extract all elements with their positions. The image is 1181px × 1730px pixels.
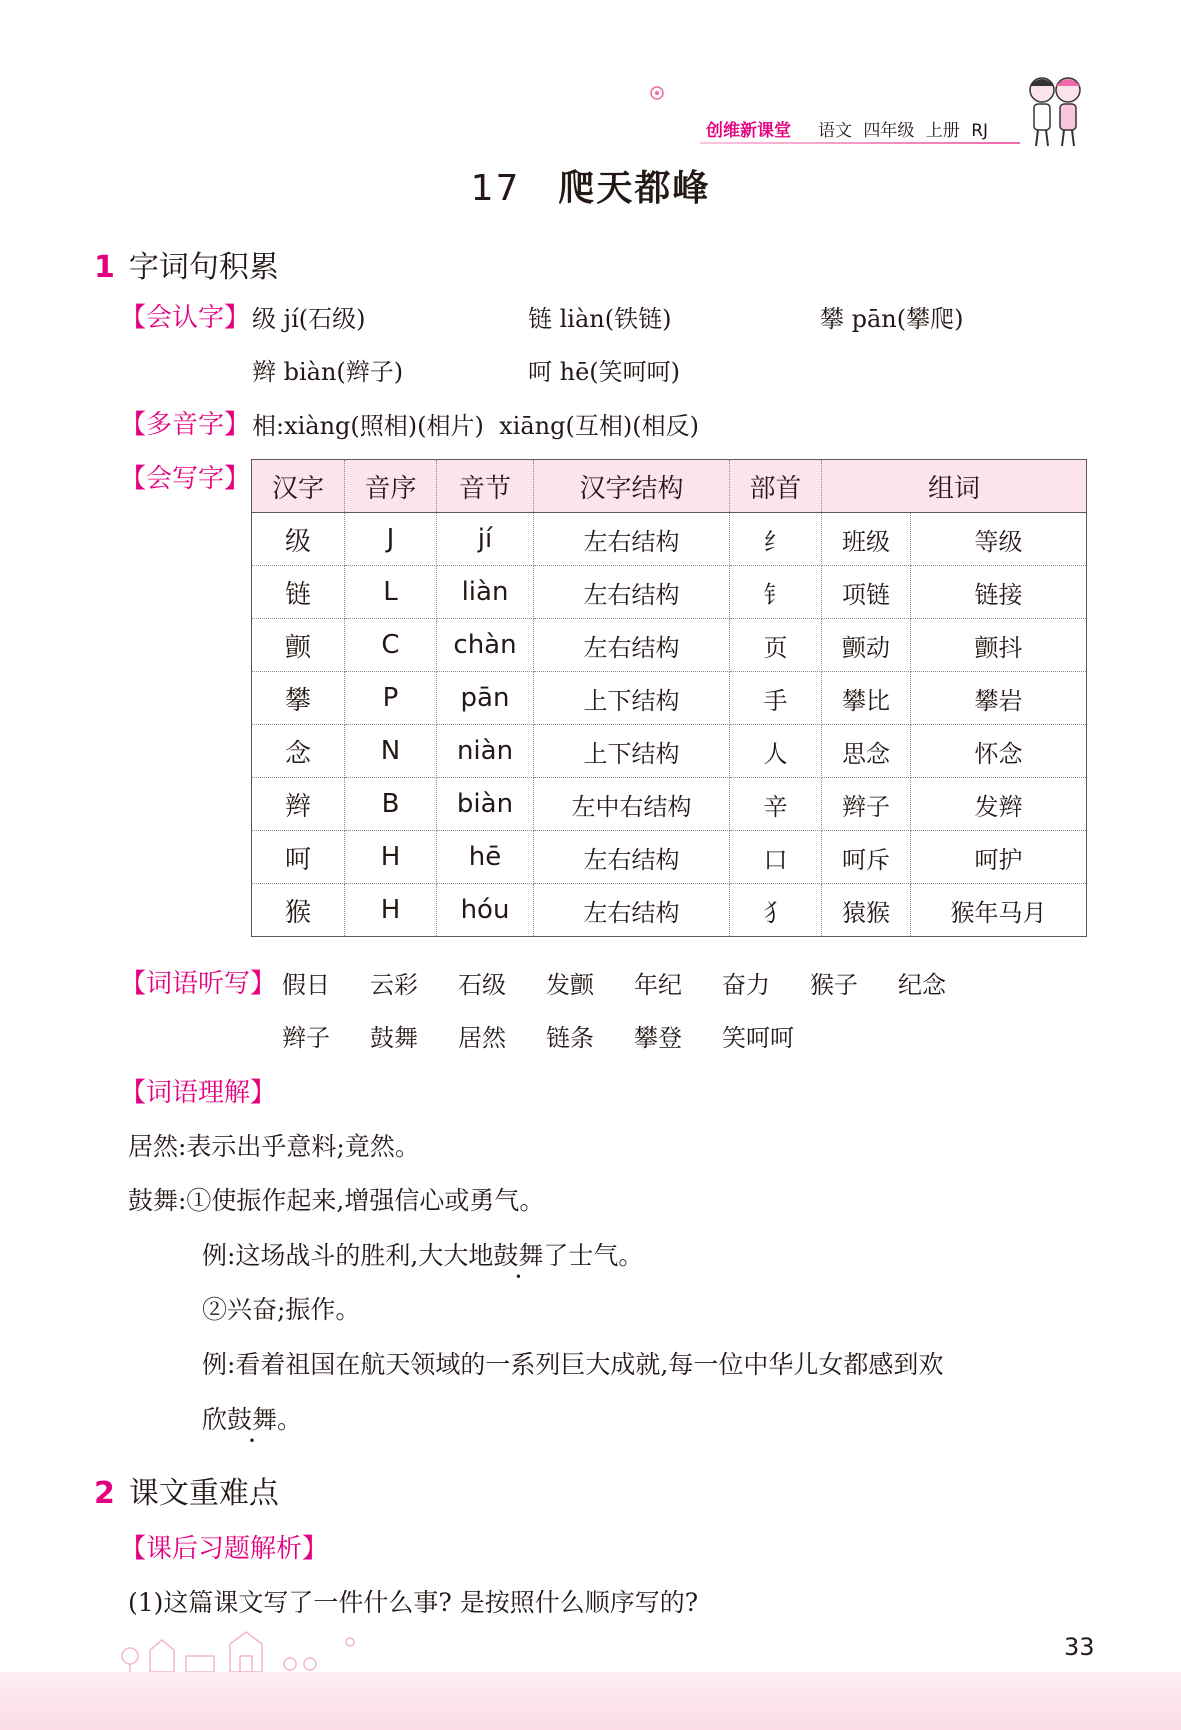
example-1	[202, 1236, 643, 1272]
structure-cell: 左中右结构	[534, 778, 730, 831]
radical-cell: 辛	[730, 778, 822, 831]
dictation-word: 奋力	[722, 971, 770, 999]
word-cell: 猿猴	[822, 884, 911, 937]
word-cell: 颤动	[822, 619, 911, 672]
radical-cell: 钅	[730, 566, 822, 619]
word-cell: 等级	[910, 513, 1086, 566]
section-heading-1	[94, 242, 279, 286]
char-cell: 颤	[252, 619, 345, 672]
radical-cell: 犭	[730, 884, 822, 937]
initial-cell: P	[345, 672, 437, 725]
house-decoration-illustration	[110, 1620, 370, 1672]
understand-tag: 【词语理解】	[120, 1078, 277, 1108]
example-text: 了士气。	[543, 1241, 644, 1270]
table-row	[252, 566, 1087, 619]
char-cell: 呵	[252, 831, 345, 884]
structure-cell: 左右结构	[534, 884, 730, 937]
dictation-word: 猴子	[810, 971, 858, 999]
dictation-line-2	[282, 1018, 810, 1053]
word-cell: 呵斥	[822, 831, 911, 884]
example-2-line-1: 例:看着祖国在航天领域的一系列巨大成就,每一位中华儿女都感到欢	[202, 1350, 944, 1379]
word-cell: 项链	[822, 566, 911, 619]
header-cell: 汉字结构	[534, 460, 730, 513]
radical-cell: 手	[730, 672, 822, 725]
char-cell: 猴	[252, 884, 345, 937]
header-cell: 组词	[822, 460, 1087, 513]
recognize-item: 呵 hē(笑呵呵)	[528, 358, 681, 386]
radical-cell: 纟	[730, 513, 822, 566]
dictation-word: 鼓舞	[370, 1024, 418, 1052]
example-text: 。	[277, 1405, 303, 1434]
table-row	[252, 884, 1087, 937]
polyphone-text: 相:xiàng(照相)(相片) xiāng(互相)(相反)	[252, 412, 699, 440]
structure-cell: 左右结构	[534, 566, 730, 619]
structure-cell: 上下结构	[534, 672, 730, 725]
emphasized-word: 鼓舞	[227, 1405, 278, 1434]
pinyin-cell: liàn	[437, 566, 534, 619]
header-cell: 部首	[730, 460, 822, 513]
dictation-word: 发颤	[546, 971, 594, 999]
table-row	[252, 831, 1087, 884]
pinyin-cell: chàn	[437, 619, 534, 672]
structure-cell: 左右结构	[534, 831, 730, 884]
lesson-name: 爬天都峰	[558, 168, 711, 209]
footer-band	[0, 1672, 1181, 1730]
header-rule	[700, 142, 1020, 144]
word-cell: 思念	[822, 725, 911, 778]
char-cell: 辫	[252, 778, 345, 831]
write-tag: 【会写字】	[120, 464, 251, 494]
recognize-tag: 【会认字】	[120, 303, 251, 333]
char-cell: 攀	[252, 672, 345, 725]
header-cell: 音序	[345, 460, 437, 513]
dictation-word: 假日	[282, 971, 330, 999]
initial-cell: J	[345, 513, 437, 566]
table-row	[252, 672, 1087, 725]
recognize-item: 链 liàn(铁链)	[528, 305, 672, 333]
section-heading-2	[94, 1468, 279, 1512]
structure-cell: 上下结构	[534, 725, 730, 778]
header-cell: 音节	[437, 460, 534, 513]
definition-juran: 居然:表示出乎意料;竟然。	[128, 1132, 420, 1161]
initial-cell: C	[345, 619, 437, 672]
table-row	[252, 513, 1087, 566]
lesson-title	[0, 160, 1181, 211]
section-number: 2	[94, 1476, 115, 1511]
table-row	[252, 619, 1087, 672]
table-header-row	[252, 460, 1087, 513]
section-number: 1	[94, 250, 115, 285]
example-text: 例:这场战斗的胜利,大大地	[202, 1241, 494, 1270]
dictation-line-1	[282, 965, 986, 1000]
word-cell: 攀比	[822, 672, 911, 725]
emphasized-word: 鼓舞	[493, 1241, 544, 1270]
dictation-word: 辫子	[282, 1024, 330, 1052]
pinyin-cell: niàn	[437, 725, 534, 778]
table-row	[252, 778, 1087, 831]
example-text: 欣	[202, 1405, 228, 1434]
structure-cell: 左右结构	[534, 513, 730, 566]
pinyin-cell: hē	[437, 831, 534, 884]
word-cell: 猴年马月	[910, 884, 1086, 937]
word-cell: 辫子	[822, 778, 911, 831]
initial-cell: H	[345, 884, 437, 937]
initial-cell: L	[345, 566, 437, 619]
recognize-item: 攀 pān(攀爬)	[820, 305, 964, 333]
initial-cell: B	[345, 778, 437, 831]
definition-guwu-2: ②兴奋;振作。	[202, 1295, 361, 1324]
brand-name: 创维新课堂	[706, 121, 791, 141]
radical-cell: 口	[730, 831, 822, 884]
char-cell: 级	[252, 513, 345, 566]
word-cell: 攀岩	[910, 672, 1086, 725]
dictation-word: 石级	[458, 971, 506, 999]
initial-cell: H	[345, 831, 437, 884]
page-number: 33	[1064, 1633, 1095, 1661]
radical-cell: 页	[730, 619, 822, 672]
word-cell: 颤抖	[910, 619, 1086, 672]
table-row	[252, 725, 1087, 778]
char-cell: 链	[252, 566, 345, 619]
character-table	[251, 459, 1087, 937]
word-cell: 呵护	[910, 831, 1086, 884]
definition-guwu-1: 鼓舞:①使振作起来,增强信心或勇气。	[128, 1186, 545, 1215]
recognize-item: 辫 biàn(辫子)	[252, 358, 404, 386]
pinyin-cell: hóu	[437, 884, 534, 937]
dictation-word: 链条	[546, 1024, 594, 1052]
structure-cell: 左右结构	[534, 619, 730, 672]
pinyin-cell: pān	[437, 672, 534, 725]
dictation-tag: 【词语听写】	[120, 969, 277, 999]
recognize-item: 级 jí(石级)	[252, 305, 366, 333]
header-cell: 汉字	[252, 460, 345, 513]
word-cell: 发辫	[910, 778, 1086, 831]
word-cell: 链接	[910, 566, 1086, 619]
pinyin-cell: jí	[437, 513, 534, 566]
dictation-word: 笑呵呵	[722, 1024, 794, 1052]
dictation-word: 居然	[458, 1024, 506, 1052]
kids-mascot-illustration	[1020, 72, 1090, 150]
word-cell: 怀念	[910, 725, 1086, 778]
book-info: 语文 四年级 上册 RJ	[818, 121, 989, 141]
radical-cell: 人	[730, 725, 822, 778]
initial-cell: N	[345, 725, 437, 778]
word-cell: 班级	[822, 513, 911, 566]
polyphone-tag: 【多音字】	[120, 410, 251, 440]
flower-decoration-icon	[648, 84, 666, 102]
char-cell: 念	[252, 725, 345, 778]
exercise-tag: 【课后习题解析】	[120, 1534, 329, 1564]
section-title: 字词句积累	[128, 250, 279, 285]
dictation-word: 云彩	[370, 971, 418, 999]
dictation-word: 年纪	[634, 971, 682, 999]
section-title: 课文重难点	[128, 1476, 279, 1511]
example-2-line-2	[202, 1400, 302, 1436]
dictation-word: 纪念	[898, 971, 946, 999]
dictation-word: 攀登	[634, 1024, 682, 1052]
lesson-number: 17	[470, 168, 521, 209]
pinyin-cell: biàn	[437, 778, 534, 831]
exercise-question-1: (1)这篇课文写了一件什么事? 是按照什么顺序写的?	[128, 1588, 699, 1617]
